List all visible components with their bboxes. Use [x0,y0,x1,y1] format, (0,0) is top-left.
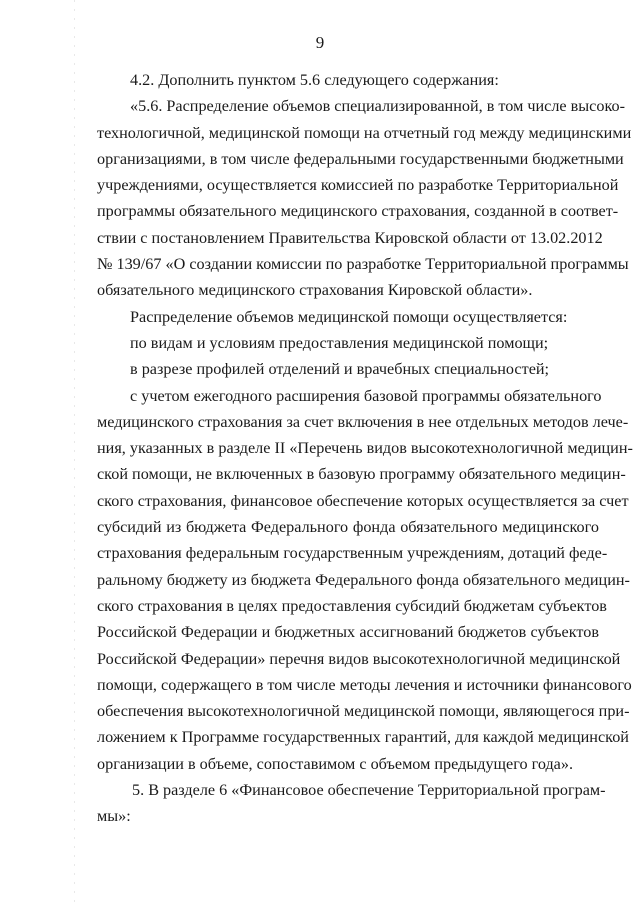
text-line: по видам и условиям предоставления медицинской помощи; [130,333,549,352]
text-line: программы обязательного медицинского страхования, созданной в соответ- [97,202,619,221]
page-number: 9 [315,33,325,52]
text-line: 5. В разделе 6 «Финансовое обеспечение Территориальной програм- [132,781,606,800]
text-line: № 139/67 «О создании комиссии по разработке Территориальной программы [97,255,629,274]
text-line: «5.6. Распределение объемов специализированной, в том числе высоко- [130,97,625,116]
document-body [97,67,633,830]
text-line: Российской Федерации и бюджетных ассигнований бюджетов субъектов [97,623,599,642]
text-line: 4.2. Дополнить пунктом 5.6 следующего содержания: [130,71,499,89]
text-line: мы»: [97,807,131,826]
text-line: Российской Федерации» перечня видов высокотехнологичной медицинской [97,649,621,668]
text-line: ской помощи, не включенных в базовую программу обязательного медицин- [97,465,626,484]
text-line: ского страхования, финансовое обеспечение которых осуществляется за счет [97,491,629,510]
text-line: субсидий из бюджета Федерального фонда обязательного медицинского [97,518,599,537]
text-line: обязательного медицинского страхования Кировской области». [97,281,533,300]
scan-binding-edge [74,0,75,905]
text-line: страхования федеральным государственным учреждениям, дотаций феде- [97,544,608,563]
text-line: ния, указанных в разделе II «Перечень видов высокотехнологичной медицин- [97,439,633,458]
text-line: технологичной, медицинской помощи на отчетный год между медицинскими [97,123,632,142]
text-line: ствии с постановлением Правительства Кировской области от 13.02.2012 [97,228,603,247]
text-line: обеспечения высокотехнологичной медицинской помощи, являющегося при- [97,702,630,721]
text-line: ральному бюджету из бюджета Федерального фонда обязательного медицин- [97,570,630,589]
text-line: учреждениями, осуществляется комиссией по разработке Территориальной [97,176,619,195]
text-line: ложением к Программе государственных гарантий, для каждой медицинской [97,728,629,747]
text-line: медицинского страхования за счет включения в нее отдельных методов лече- [97,412,629,431]
text-line: помощи, содержащего в том числе методы лечения и источники финансового [97,675,632,694]
text-line: ского страхования в целях предоставления субсидий бюджетам субъектов [97,596,607,615]
text-line: организациями, в том числе федеральными государственными бюджетными [97,149,624,168]
text-line: организации в объеме, сопоставимом с объемом предыдущего года». [97,754,574,773]
text-line: с учетом ежегодного расширения базовой программы обязательного [130,386,602,405]
text-line: Распределение объемов медицинской помощи осуществляется: [130,307,568,326]
text-line: в разрезе профилей отделений и врачебных специальностей; [130,360,550,379]
